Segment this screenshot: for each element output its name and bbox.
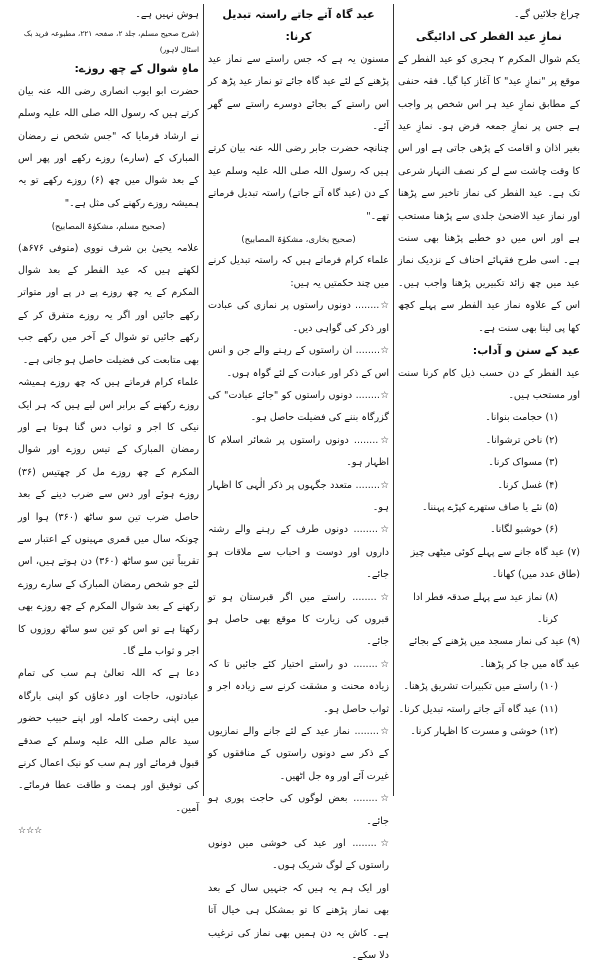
citation: (شرح صحیح مسلم، جلد ۲، صفحہ ۲۲۱، مطبوعہ فرید بک اسٹال لاہور) [23, 29, 199, 55]
column-right [394, 4, 584, 796]
citation: (صحیح بخاری، مشکوٰۃ المصابیح) [241, 234, 356, 245]
list-item: (۱۲) خوشی و مسرت کا اظہار کرنا۔ [410, 726, 558, 737]
paragraph: علماء کرام فرماتے ہیں کہ چھ روزے ہمیشہ روزے رکھنے کے برابر اس لیے ہیں کہ ہر ایک نیکی کا اجر و ثواب دس گنا ہوتا ہے اور رمضان المبارک کے تیس روزے اور شوال المکرم کے چھ روزے مل کر چھتیس (۳۶) روزے ہوئے اور دس سے ضرب دینے کے بعد حاصل ضرب تین سو ساٹھ (۳۶۰) ہوا اور چونکہ سال میں قمری مہینوں کے اعتبار سے تقریباً تین سو ساٹھ (۳۶۰) دن ہوتے ہیں، اس لئے جو شخص رمضان المبارک کے سارے روزے رکھنے کے بعد شوال المکرم کے چھ روزے بھی رکھتا ہے تو اس کو تین سو ساٹھ روزوں کا اجر و ثواب ملے گا۔ [18, 377, 199, 657]
list-item: (۷) عید گاہ جانے سے پہلے کوئی میٹھی چیز (طاق عدد میں) کھانا۔ [410, 546, 580, 581]
section-heading-eid-sunnah: عید کے سنن و آداب: [472, 344, 580, 358]
list-item: (۸) نماز عید سے پہلے صدقہ فطر ادا کرنا۔ [413, 591, 558, 625]
list-item: (۹) عید کی نماز مسجد میں پڑھنے کے بجائے عید گاہ میں جا کر پڑھنا۔ [408, 636, 580, 670]
column-middle [204, 4, 394, 962]
section-heading-shawwal-fasts: ماہِ شوال کے چھ روزے: [74, 62, 199, 76]
bullet-point: ☆........ ان راستوں کے رہنے والے جن و انس اس کے ذکر اور عبادت کے لئے گواہ ہوں۔ [208, 345, 389, 379]
paragraph: حضرت ابو ایوب انصاری رضی اللہ عنہ بیان کرتے ہیں کہ رسول اللہ صلی اللہ علیہ وسلم نے ارشاد فرمایا کہ "جس شخص نے رمضان المبارک کے (سارے) روزے رکھے اور پھر اس کے بعد شوال میں چھ (۶) روزے رکھے تو یہ ہمیشہ روزے رکھنے کی مثل ہے۔" [18, 85, 199, 209]
bullet-point: ☆........ دونوں راستوں پر شعائر اسلام کا اظہار ہو۔ [208, 434, 389, 469]
paragraph: مسنون یہ ہے کہ جس راستے سے نماز عید پڑھنے کے لئے عید گاہ جائے تو نماز عید پڑھ کر اس راستے کے بجائے دوسرے راستے سے گھر آئے۔ [208, 53, 389, 133]
bullet-point: ☆........ دونوں راستوں پر نمازی کی عبادت اور ذکر کی گواہی دیں۔ [208, 300, 389, 334]
paragraph: دعا ہے کہ اللہ تعالیٰ ہم سب کی تمام عبادتوں، حاجات اور دعاؤں کو اپنی بارگاہ میں اپنی رحمت کاملہ اور اپنے حبیب حضور سید عالم صلی اللہ علیہ وسلم کے صدقے قبول فرمائے اور ہم سب کو نیک اعمال کرنے کی توفیق اور ہمت و طاقت عطا فرمائے۔ آمین۔ [18, 668, 199, 814]
list-item: (۲) ناخن ترشوانا۔ [485, 434, 558, 446]
bullet-point: ☆........ نماز عید کے لئے جانے والے نمازیوں کے ذکر سے دونوں راستوں کے منافقوں کو غیرت آئے اور وہ جل اٹھیں۔ [208, 726, 389, 782]
paragraph: اور ایک ہم یہ ہیں کہ جنہیں سال کے بعد بھی نماز پڑھنے کا تو بمشکل ہی خیال آتا ہے۔ کاش یہ دن ہمیں بھی نماز کی ترغیب دلا سکے۔ [208, 882, 389, 962]
bullet-point: ☆........ دونوں راستوں کو "جائے عبادت" کی گزرگاہ بننے کی فضیلت حاصل ہو۔ [208, 389, 389, 424]
list-item: (۵) نئے یا صاف ستھرے کپڑے پہننا۔ [421, 501, 558, 513]
paragraph: چنانچہ حضرت جابر رضی اللہ عنہ بیان کرتے ہیں کہ رسول اللہ صلی اللہ علیہ وسلم عید کے دن (عید گاہ آتے جاتے) راستہ تبدیل فرماتے تھے۔" [208, 143, 389, 222]
list-item: (۱) حجامت بنوانا۔ [485, 412, 558, 424]
list-item: (۱۰) راستے میں تکبیرات تشریق پڑھنا۔ [403, 681, 558, 693]
paragraph: یکم شوال المکرم ۲ ہجری کو عید الفطر کے موقع پر "نمازِ عید" کا آغاز کیا گیا۔ فقہ حنفی کے مطابق نمازِ عید ہر اس شخص پر واجب ہے جس پر نمازِ جمعہ فرض ہو۔ نمازِ عید بغیر اذان و اقامت کے پڑھی جاتی ہے اور اس کا وقت چاشت سے لے کر نصف النہار شرعی تک ہے۔ عید الفطر کی نماز تاخیر سے پڑھنا اور نماز عید الاضحیٰ جلدی سے پڑھنا مستحب ہے اور اس میں دو خطبے پڑھنا بھی سنت ہے۔ اسی طرح فقہائے احناف کے نزدیک نماز عید میں چھ زائد تکبیریں پڑھنا واجب ہیں۔ اس کے علاوہ نماز عید الفطر سے پہلے کچھ کھا پی لینا بھی سنت ہے۔ [398, 53, 580, 334]
bullet-point: ☆........ اور عید کی خوشی میں دونوں راستوں کے لوگ شریک ہوں۔ [208, 838, 389, 872]
section-heading-change-route: عید گاہ آتے جاتے راستہ تبدیل کرنا: [222, 8, 375, 44]
bullet-point: ☆........ راستے میں اگر قبرستان ہو تو قبروں کی زیارت کا موقع بھی حاصل ہو جائے۔ [208, 591, 389, 648]
bullet-point: ☆........ دونوں طرف کے رہنے والے رشتہ داروں اور دوست و احباب سے ملاقات ہو جائے۔ [208, 524, 389, 581]
bullet-point: ☆........ بعض لوگوں کی حاجت پوری ہو جائے۔ [208, 793, 389, 827]
list-item: (۶) خوشبو لگانا۔ [490, 524, 558, 536]
stars-divider: ☆☆☆ [18, 826, 43, 837]
continuation-line: چراغ جلائیں گے۔ [513, 9, 580, 20]
citation: (صحیح مسلم، مشکوٰۃ المصابیح) [51, 221, 166, 232]
article-page [6, 4, 584, 962]
section-heading-eid-prayer: نمازِ عید الفطر کی ادائیگی [416, 30, 562, 44]
bullet-point: ☆........ متعدد جگہوں پر ذکر الٰہی کا اظہار ہو۔ [208, 479, 389, 513]
column-left [14, 4, 204, 837]
list-item: (۴) غسل کرنا۔ [497, 479, 558, 491]
list-item: (۱۱) عید گاہ آتے جاتے راستہ تبدیل کرنا۔ [398, 703, 558, 715]
paragraph: علامہ یحییٰ بن شرف نووی (متوفی ۶۷۶ھ) لکھتے ہیں کہ عید الفطر کے بعد شوال المکرم کے یہ چھ روزے پے در پے اور متواتر رکھے جائیں اور اگر یہ روزے متفرق کر کے رکھے جائیں تو شوال کے آخر میں رکھے جب بھی متابعت کی فضیلت حاصل ہو جاتی ہے۔ [18, 242, 199, 366]
paragraph: علماء کرام فرماتے ہیں کہ راستہ تبدیل کرنے میں چند حکمتیں یہ ہیں: [208, 255, 389, 289]
bullet-point: ☆........ دو راستے اختیار کئے جائیں تا کہ زیادہ محنت و مشقت کرنے سے زیادہ اجر و ثواب حاصل ہو۔ [208, 658, 389, 715]
paragraph: عید الفطر کے دن حسب ذیل کام کرنا سنت اور مستحب ہیں۔ [398, 367, 580, 401]
list-item: (۳) مسواک کرنا۔ [488, 457, 558, 469]
continuation-line: ہوش نہیں ہے۔ [135, 9, 199, 20]
